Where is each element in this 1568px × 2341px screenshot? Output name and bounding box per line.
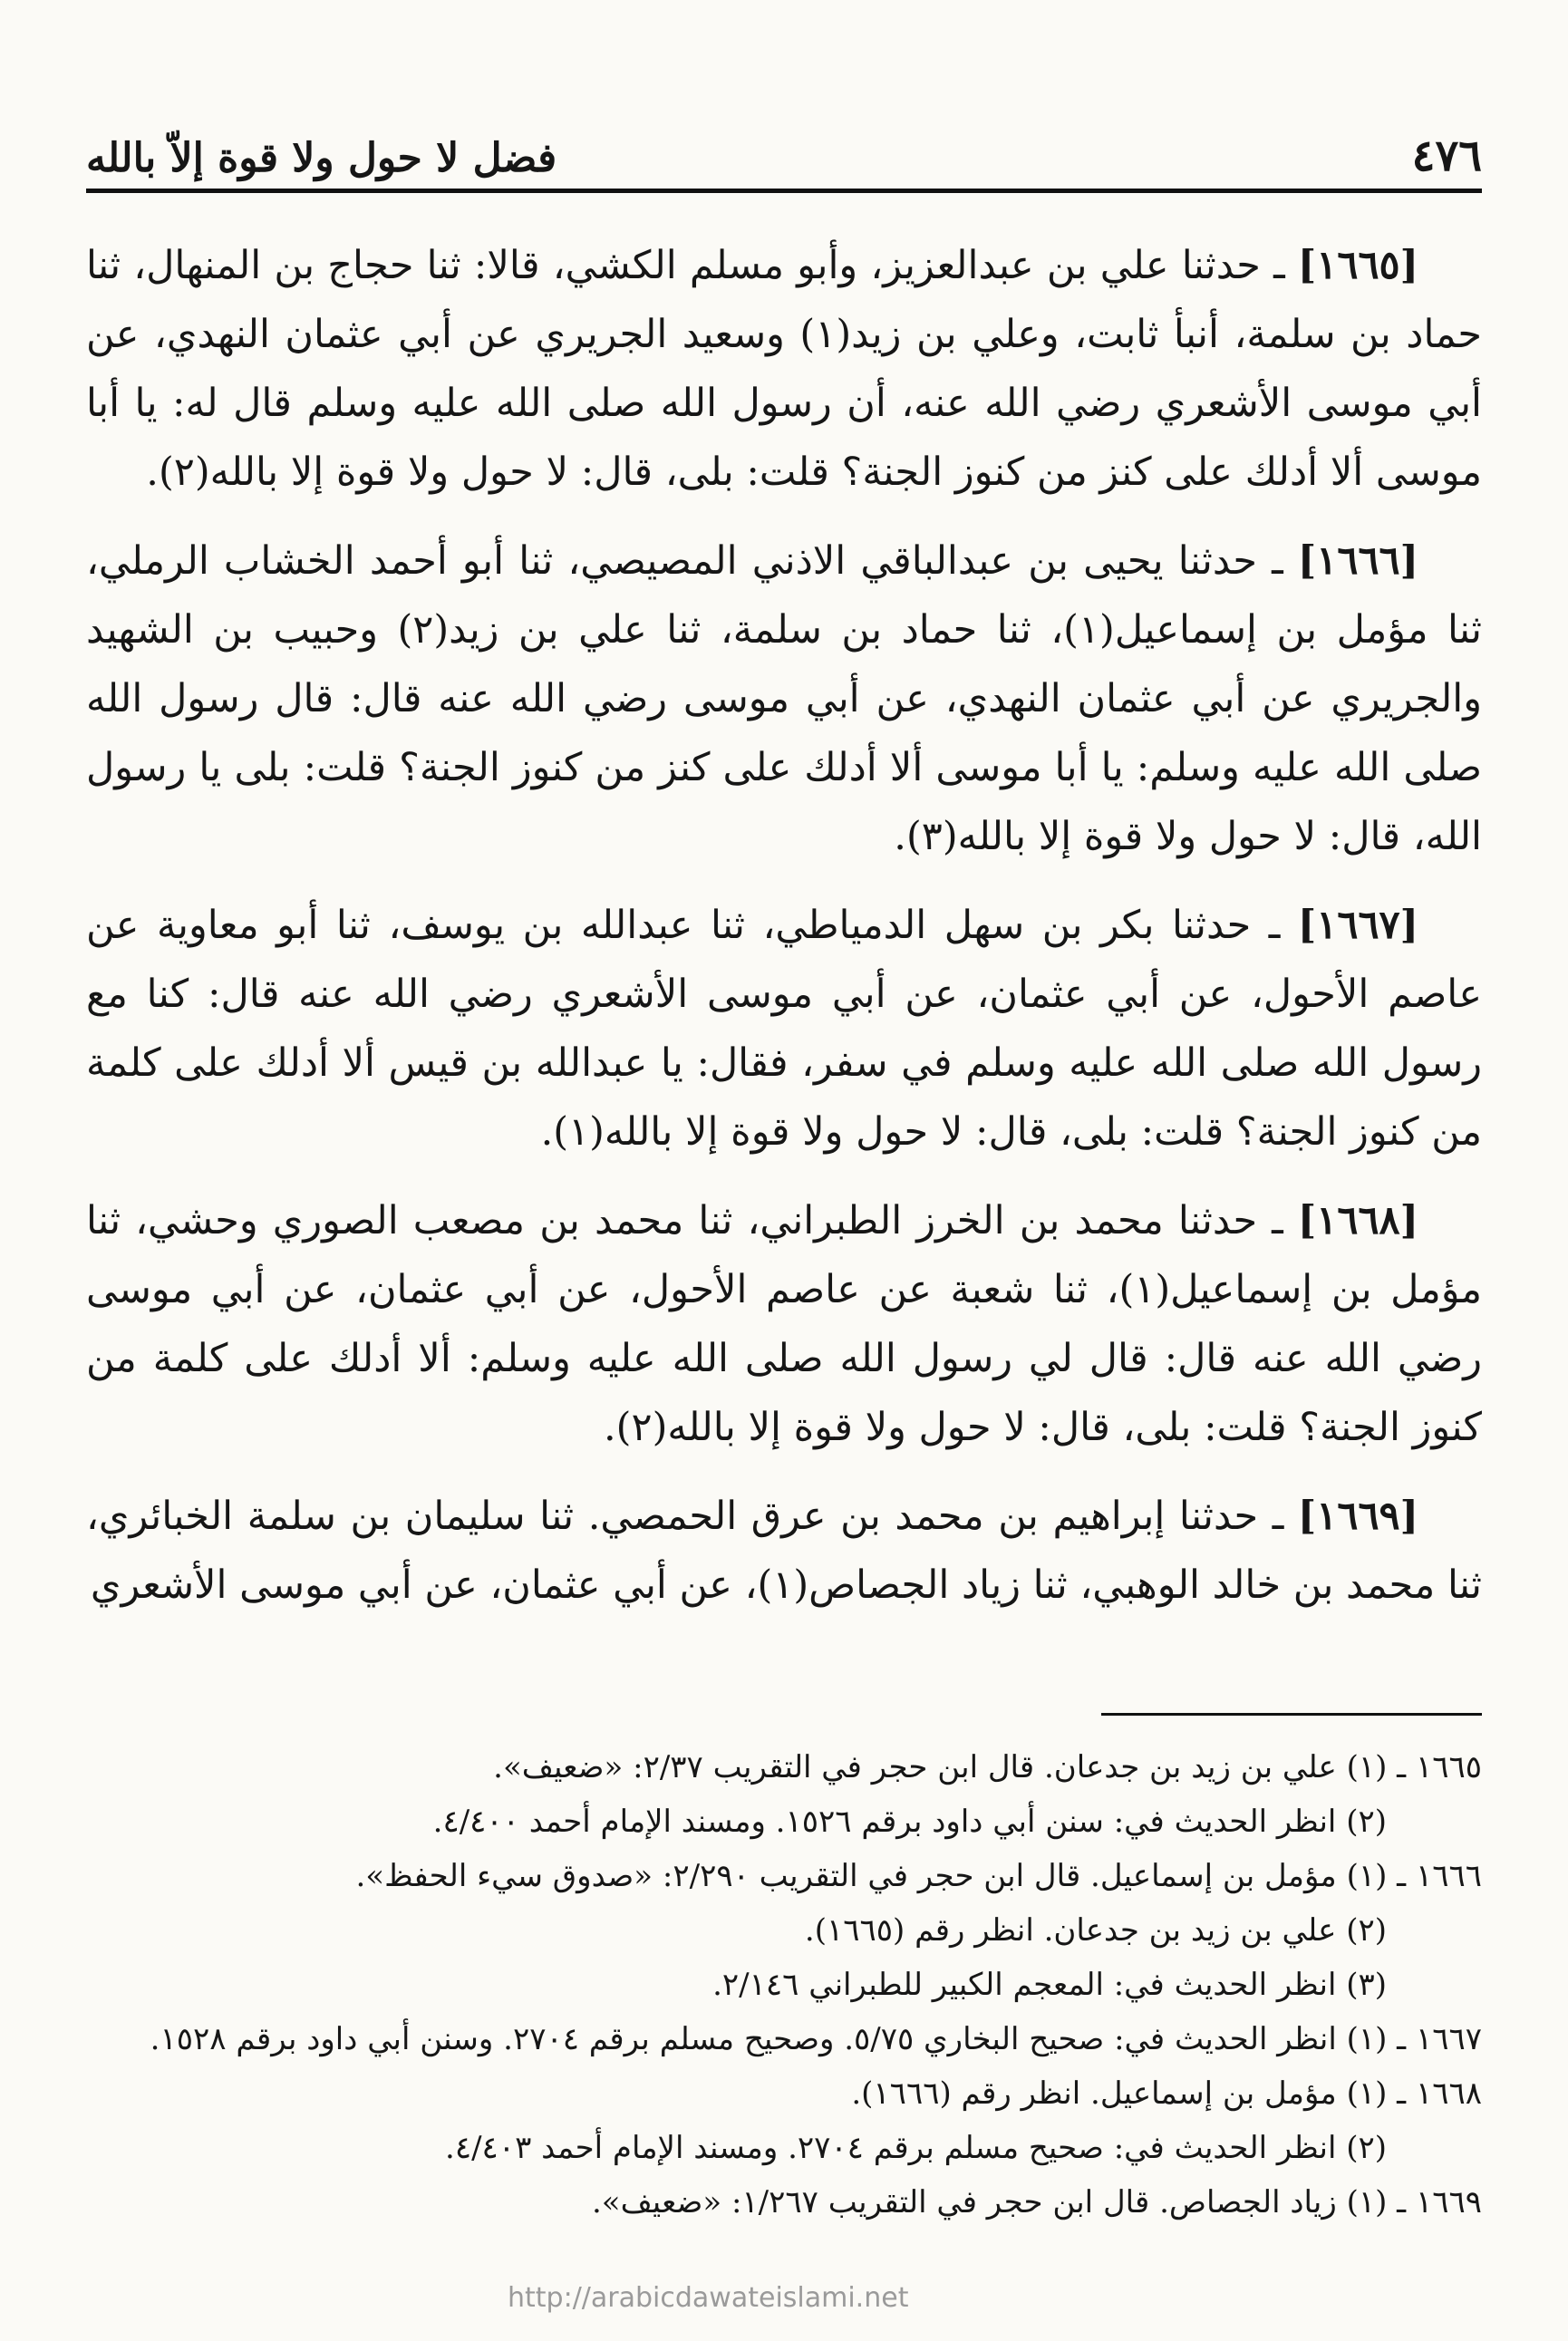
hadith-paragraph	[86, 1482, 1482, 1620]
book-page	[86, 109, 1482, 2320]
hadith-number: [١٦٦٩]	[1297, 1494, 1418, 1539]
hadith-text: ـ حدثنا يحيى بن عبدالباقي الاذني المصيصي، ثنا أبو أحمد الخشاب الرملي، ثنا مؤمل بن إسماعيل(١)، ثنا حماد بن سلمة، ثنا علي بن زيد(٢) وحبيب بن الشهيد والجريري عن أبي عثمان النهدي، عن أبي موسى رضي الله عنه قال: قال رسول الله صلى الله عليه وسلم: يا أبا موسى ألا أدلك على كنز من كنوز الجنة؟ قلت: بلى يا رسول الله، قال: لا حول ولا قوة إلا بالله(٣).	[86, 538, 1483, 859]
footnote: (٢) انظر الحديث في: سنن أبي داود برقم ١٥٢٦. ومسند الإمام أحمد ٤/٤٠٠.	[432, 1804, 1387, 1840]
footnote: ١٦٦٩ ـ (١) زياد الجصاص. قال ابن حجر في التقريب ١/٢٦٧: «ضعيف».	[592, 2184, 1482, 2220]
footnote: (٢) علي بن زيد بن جدعان. انظر رقم (١٦٦٥).	[804, 1912, 1387, 1949]
hadith-paragraph	[86, 891, 1482, 1166]
footnote: ١٦٦٥ ـ (١) علي بن زيد بن جدعان. قال ابن حجر في التقريب ٢/٣٧: «ضعيف».	[493, 1749, 1482, 1785]
footnote: ١٦٦٧ ـ (١) انظر الحديث في: صحيح البخاري ٥/٧٥. وصحيح مسلم برقم ٢٧٠٤. وسنن أبي داود برقم ١٥٢٨.	[150, 2021, 1482, 2057]
hadith-number: [١٦٦٥]	[1297, 243, 1418, 288]
page-number: ٤٧٦	[1411, 131, 1482, 181]
footnote: ١٦٦٨ ـ (١) مؤمل بن إسماعيل. انظر رقم (١٦٦٦).	[851, 2075, 1482, 2112]
page-title: فضل لا حول ولا قوة إلاّ بالله	[86, 135, 557, 181]
hadith-text: ـ حدثنا علي بن عبدالعزيز، وأبو مسلم الكشي، قالا: ثنا حجاج بن المنهال، ثنا حماد بن سلمة، أنبأ ثابت، وعلي بن زيد(١) وسعيد الجريري عن أبي عثمان النهدي، عن أبي موسى الأشعري رضي الله عنه، أن رسول الله صلى الله عليه وسلم قال له: يا أبا موسى ألا أدلك على كنز من كنوز الجنة؟ قلت: بلى، قال: لا حول ولا قوة إلا بالله(٢).	[86, 243, 1482, 495]
hadith-text: ـ حدثنا إبراهيم بن محمد بن عرق الحمصي. ثنا سليمان بن سلمة الخبائري، ثنا محمد بن خالد الوهبي، ثنا زياد الجصاص(١)، عن أبي عثمان، عن أبي موسى الأشعري	[86, 1494, 1482, 1608]
footnote: (٢) انظر الحديث في: صحيح مسلم برقم ٢٧٠٤. ومسند الإمام أحمد ٤/٤٠٣.	[445, 2130, 1387, 2166]
hadith-paragraph	[86, 231, 1482, 507]
hadith-paragraph	[86, 1186, 1482, 1462]
hadith-number: [١٦٦٦]	[1297, 538, 1418, 584]
watermark: http://arabicdawateislami.net	[508, 2282, 909, 2314]
hadith-number: [١٦٦٧]	[1297, 903, 1418, 948]
footnotes	[86, 1740, 1482, 2230]
main-text	[86, 231, 1482, 1640]
hadith-text: ـ حدثنا بكر بن سهل الدمياطي، ثنا عبدالله بن يوسف، ثنا أبو معاوية عن عاصم الأحول، عن أبي عثمان، عن أبي موسى الأشعري رضي الله عنه قال: كنا مع رسول الله صلى الله عليه وسلم في سفر، فقال: يا عبدالله بن قيس ألا أدلك على كلمة من كنوز الجنة؟ قلت: بلى، قال: لا حول ولا قوة إلا بالله(١).	[86, 903, 1482, 1155]
hadith-text: ـ حدثنا محمد بن الخرز الطبراني، ثنا محمد بن مصعب الصوري وحشي، ثنا مؤمل بن إسماعيل(١)، ثنا شعبة عن عاصم الأحول، عن أبي عثمان، عن أبي موسى رضي الله عنه قال: قال لي رسول الله صلى الله عليه وسلم: ألا أدلك على كلمة من كنوز الجنة؟ قلت: بلى، قال: لا حول ولا قوة إلا بالله(٢).	[86, 1198, 1482, 1450]
page-header	[86, 109, 1482, 181]
footnote-rule	[1101, 1713, 1482, 1716]
footnote: (٣) انظر الحديث في: المعجم الكبير للطبراني ٢/١٤٦.	[712, 1967, 1387, 2003]
footnote: ١٦٦٦ ـ (١) مؤمل بن إسماعيل. قال ابن حجر في التقريب ٢/٢٩٠: «صدوق سيء الحفظ».	[355, 1858, 1482, 1894]
header-rule	[86, 189, 1482, 193]
hadith-number: [١٦٦٨]	[1297, 1198, 1418, 1243]
hadith-paragraph	[86, 527, 1482, 871]
